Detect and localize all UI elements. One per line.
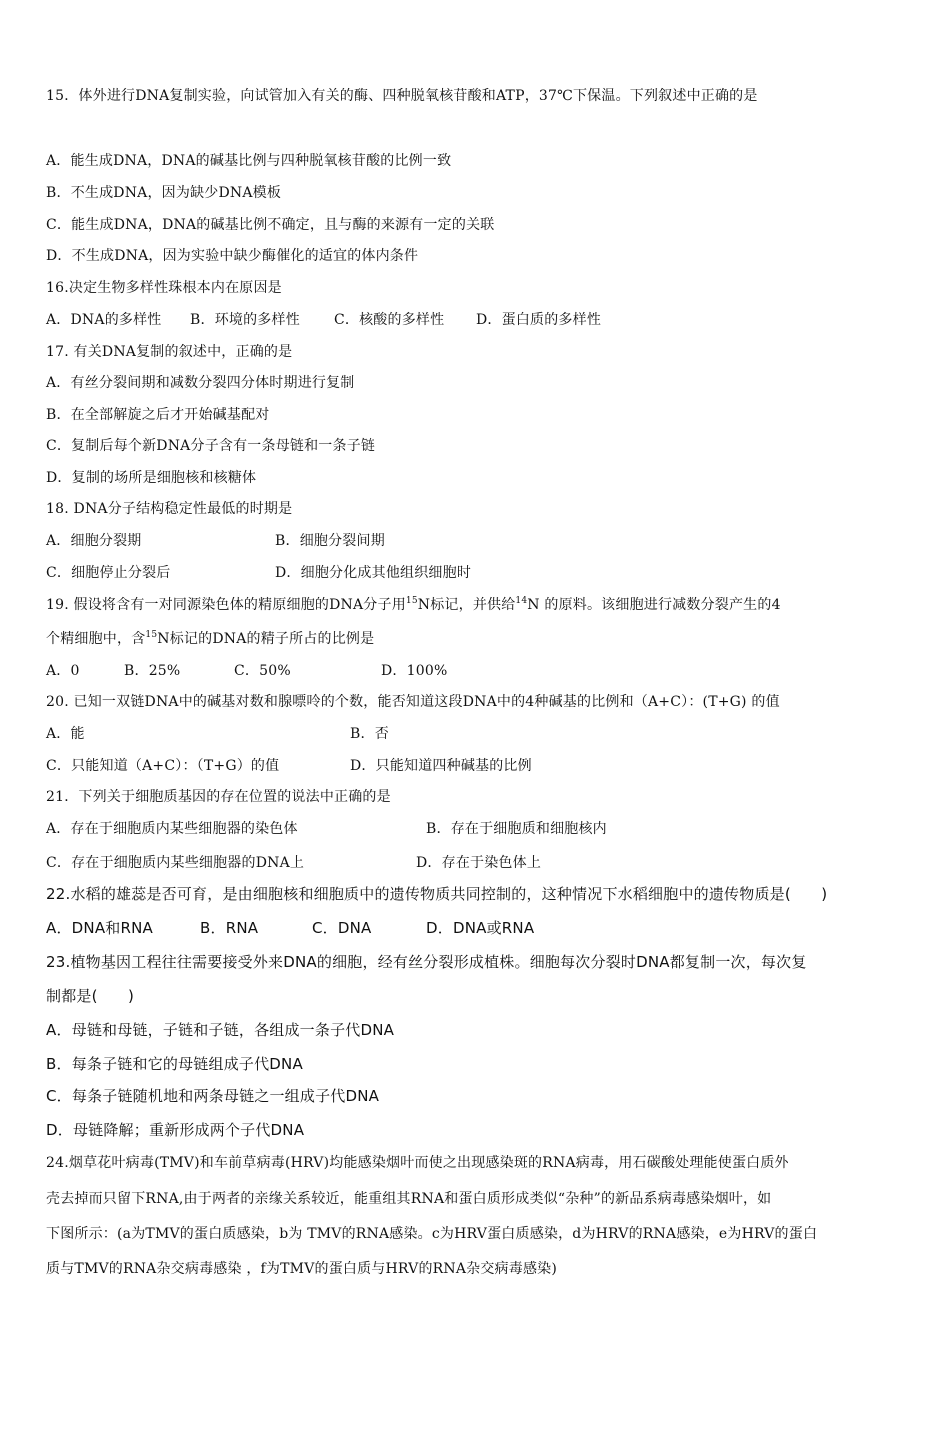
q19-isotope-14: 14 [515,596,528,606]
q15-option-a: A．能生成DNA，DNA的碱基比例与四种脱氧核苷酸的比例一致 [46,153,452,169]
q18-option-b: B．细胞分裂间期 [275,533,385,549]
q19-stem-text: N标记，并供给 [417,597,516,613]
q22-option-a: A．DNA和RNA [46,919,153,937]
q17-option-d: D．复制的场所是细胞核和核糖体 [46,470,257,486]
q22-option-c: C．DNA [312,919,372,937]
q21-option-b: B．存在于细胞质和细胞核内 [426,821,607,837]
q24-line-3: 下图所示：(a为TMV的蛋白质感染，b为 TMV的RNA感染。c为HRV蛋白质感染，d为HRV的RNA感染，e为HRV的蛋白 [46,1226,818,1242]
q23-stem-line2: 制都是( ) [46,987,135,1005]
q17-option-a: A．有丝分裂间期和减数分裂四分体时期进行复制 [46,375,355,391]
q21-option-a: A．存在于细胞质内某些细胞器的染色体 [46,821,298,837]
q19-option-b: B．25% [124,663,181,679]
q17-option-b: B．在全部解旋之后才开始碱基配对 [46,407,270,423]
q24-line-2: 壳去掉而只留下RNA,由于两者的亲缘关系较近，能重组其RNA和蛋白质形成类似“杂种”的新品系病毒感染烟叶，如 [46,1191,772,1207]
q19-option-d: D．100% [381,663,448,679]
q23-option-d: D．母链降解；重新形成两个子代DNA [46,1121,305,1139]
q17-option-c: C．复制后每个新DNA分子含有一条母链和一条子链 [46,438,376,454]
q22-option-b: B．RNA [200,919,259,937]
q19-stem-text: N标记的DNA的精子所占的比例是 [157,631,375,647]
q23-stem-line1: 23.植物基因工程往往需要接受外来DNA的细胞，经有丝分裂形成植株。细胞每次分裂时DNA都复制一次，每次复 [46,953,807,971]
q15-option-b: B．不生成DNA，因为缺少DNA模板 [46,185,282,201]
q18-option-c: C．细胞停止分裂后 [46,565,171,581]
q16-option-b: B．环境的多样性 [190,312,300,328]
q19-stem-text: 19. 假设将含有一对同源染色体的精原细胞的DNA分子用 [46,597,406,613]
q20-stem: 20. 已知一双链DNA中的碱基对数和腺嘌呤的个数，能否知道这段DNA中的4种碱基的比例和（A+C）：(T+G) 的值 [46,694,780,710]
q15-option-c: C．能生成DNA，DNA的碱基比例不确定，且与酶的来源有一定的关联 [46,217,495,233]
q16-option-d: D．蛋白质的多样性 [476,312,602,328]
q19-stem-line1 [46,595,781,615]
q23-option-c: C．每条子链随机地和两条母链之一组成子代DNA [46,1087,380,1105]
q19-isotope-15: 15 [405,596,418,606]
q23-option-b: B．每条子链和它的母链组成子代DNA [46,1055,303,1073]
q19-option-c: C．50% [234,663,291,679]
q19-isotope-15: 15 [145,630,158,640]
q24-line-4: 质与TMV的RNA杂交病毒感染 ，f为TMV的蛋白质与HRV的RNA杂交病毒感染) [46,1261,558,1277]
q17-stem: 17. 有关DNA复制的叙述中，正确的是 [46,344,293,360]
q19-stem-text: 个精细胞中，含 [46,631,146,647]
q19-stem-text: N 的原料。该细胞进行减数分裂产生的4 [527,597,781,613]
q20-option-a: A．能 [46,726,85,742]
q16-stem: 16.决定生物多样性珠根本内在原因是 [46,280,282,296]
q23-option-a: A．母链和母链，子链和子链，各组成一条子代DNA [46,1021,395,1039]
q18-stem: 18. DNA分子结构稳定性最低的时期是 [46,501,293,517]
q16-option-a: A．DNA的多样性 [46,312,162,328]
q22-stem: 22.水稻的雄蕊是否可育，是由细胞核和细胞质中的遗传物质共同控制的，这种情况下水稻细胞中的遗传物质是( ) [46,885,828,903]
q15-stem: 15．体外进行DNA复制实验，向试管加入有关的酶、四种脱氧核苷酸和ATP，37℃下保温。下列叙述中正确的是 [46,88,758,104]
q19-option-a: A．0 [46,663,80,679]
q21-stem: 21．下列关于细胞质基因的存在位置的说法中正确的是 [46,789,391,805]
q21-option-c: C．存在于细胞质内某些细胞器的DNA上 [46,855,305,871]
q22-option-d: D．DNA或RNA [426,919,535,937]
q16-option-c: C．核酸的多样性 [334,312,445,328]
q20-option-d: D．只能知道四种碱基的比例 [350,758,532,774]
q24-line-1: 24.烟草花叶病毒(TMV)和车前草病毒(HRV)均能感染烟叶而使之出现感染斑的RNA病毒，用石碳酸处理能使蛋白质外 [46,1155,789,1171]
q20-option-c: C．只能知道（A+C）：（T+G）的值 [46,758,280,774]
q15-option-d: D．不生成DNA，因为实验中缺少酶催化的适宜的体内条件 [46,248,419,264]
q18-option-d: D．细胞分化成其他组织细胞时 [275,565,472,581]
q19-stem-line2 [46,629,374,649]
q18-option-a: A．细胞分裂期 [46,533,142,549]
q21-option-d: D．存在于染色体上 [416,855,542,871]
q20-option-b: B．否 [350,726,389,742]
